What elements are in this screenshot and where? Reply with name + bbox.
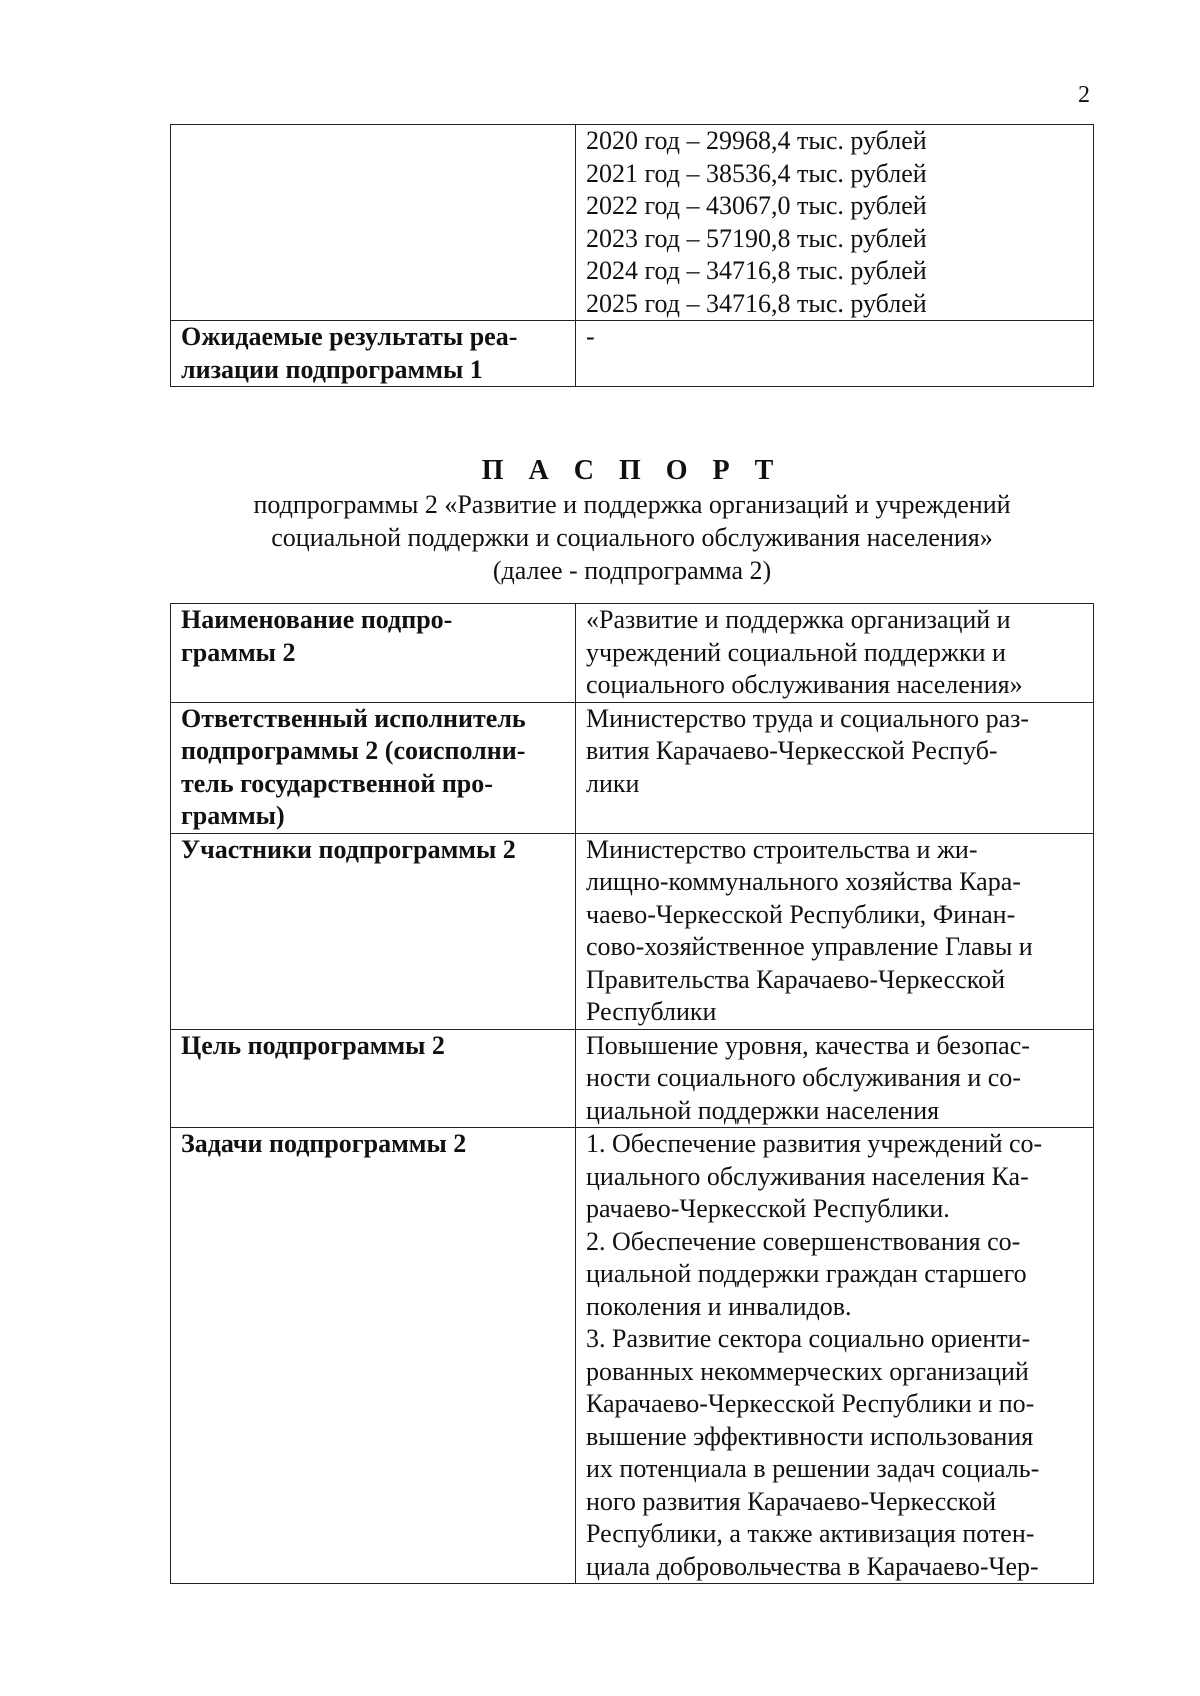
table-row <box>171 833 1094 1029</box>
funding-line: 2020 год – 29968,4 тыс. рублей <box>586 126 927 155</box>
row-value: 1. Обеспечение развития учреждений со- циального обслуживания населения Ка- рачаево-Черкесской Республики. 2. Обеспечение совершенствования со- циальной поддержки граждан старшего поколения и инвалидов. 3. Развитие сектора социально ориенти- рованных некоммерческих организаций Карачаево-Черкесской Республики и по- вышение эффективности использования их потенциала в решении задач социаль- ного развития Карачаево-Черкесской Республики, а также активизация потен- циала добровольчества в Карачаево-Чер- <box>576 1128 1094 1584</box>
row-value: Министерство строительства и жи- лищно-коммунального хозяйства Кара- чаево-Черкесской Республики, Финан- сово-хозяйственное управление Главы и Правительства Карачаево-Черкесской Республики <box>576 833 1094 1029</box>
funding-line: 2021 год – 38536,4 тыс. рублей <box>586 158 927 188</box>
passport-subtitle-line: социальной поддержки и социального обслуживания населения» <box>271 523 993 552</box>
funding-table <box>170 124 1094 387</box>
row-value: Повышение уровня, качества и безопас- ности социального обслуживания и со- циальной поддержки населения <box>576 1029 1094 1128</box>
passport-subtitle-line: подпрограммы 2 «Развитие и поддержка организаций и учреждений <box>253 490 1011 519</box>
row-label: Ответственный исполнитель подпрограммы 2 (соисполни- тель государственной про- граммы) <box>171 702 576 833</box>
passport-heading <box>170 454 1094 587</box>
funding-line: 2024 год – 34716,8 тыс. рублей <box>586 256 927 285</box>
row-label: Участники подпрограммы 2 <box>171 833 576 1029</box>
passport-subtitle-line: (далее - подпрограмма 2) <box>492 556 772 585</box>
passport-table <box>170 603 1094 1584</box>
funding-line: 2023 год – 57190,8 тыс. рублей <box>586 223 927 253</box>
row-label: Задачи подпрограммы 2 <box>171 1128 576 1584</box>
table-row <box>171 702 1094 833</box>
row-label: Наименование подпро- граммы 2 <box>171 604 576 703</box>
row-label: Цель подпрограммы 2 <box>171 1029 576 1128</box>
funding-cell <box>576 125 1094 321</box>
table-row <box>171 321 1094 387</box>
table-row <box>171 1029 1094 1128</box>
expected-results-value: - <box>576 321 1094 387</box>
table-row <box>171 1128 1094 1584</box>
page-number: 2 <box>1078 82 1090 108</box>
expected-results-label: Ожидаемые результаты реа- лизации подпрограммы 1 <box>171 321 576 387</box>
table-row <box>171 125 1094 321</box>
empty-label-cell <box>171 125 576 321</box>
row-value: Министерство труда и социального раз- вития Карачаево-Черкесской Респуб- лики <box>576 702 1094 833</box>
funding-line: 2022 год – 43067,0 тыс. рублей <box>586 191 927 220</box>
funding-line: 2025 год – 34716,8 тыс. рублей <box>586 288 927 318</box>
row-value: «Развитие и поддержка организаций и учреждений социальной поддержки и социального обслуживания населения» <box>576 604 1094 703</box>
passport-title: П А С П О Р Т <box>481 455 783 486</box>
table-row <box>171 604 1094 703</box>
